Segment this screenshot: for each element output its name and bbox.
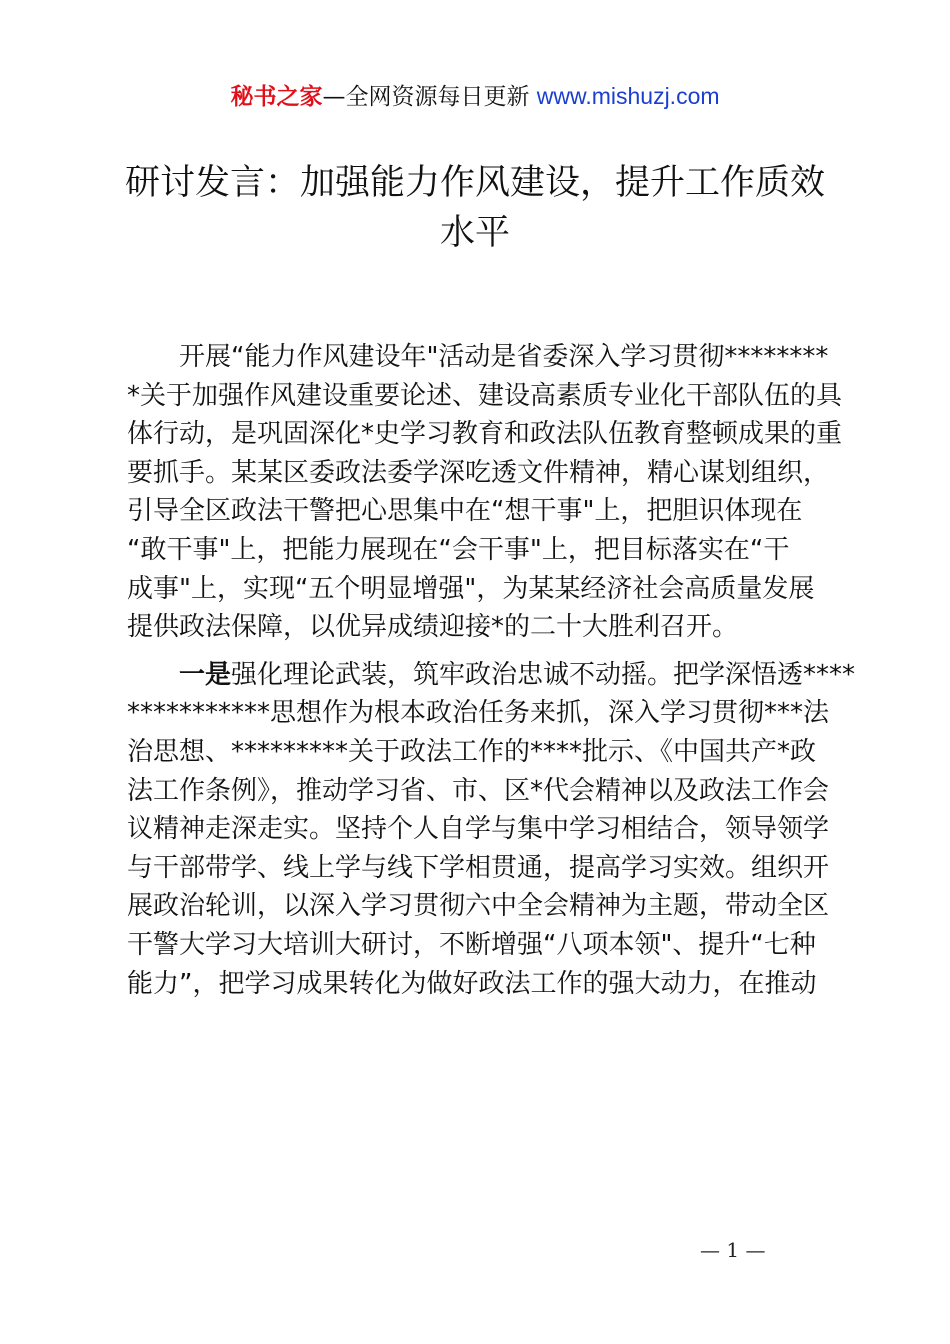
point-text: 强化理论武装，筑牢政治忠诚不动摇。把学深悟透****	[231, 659, 856, 690]
title-line: 研讨发言：加强能力作风建设，提升工作质效	[124, 163, 825, 203]
page-number: — 1 —	[700, 1238, 766, 1262]
point-lead: 一是	[179, 659, 232, 690]
site-header	[0, 80, 950, 113]
text-line: 开展“能力作风建设年"活动是省委深入学习贯彻********	[179, 342, 829, 372]
site-brand: 秘书之家	[230, 84, 323, 110]
document-title	[100, 158, 850, 258]
text-line: “敢干事"上，把能力展现在“会干事"上，把目标落实在“干	[127, 534, 790, 565]
text-line: 法工作条例》，推动学习省、市、区*代会精神以及政法工作会	[127, 775, 830, 806]
text-line: 展政治轮训，以深入学习贯彻六中全会精神为主题，带动全区	[127, 891, 830, 922]
site-url[interactable]: www.mishuzj.com	[536, 83, 720, 109]
paragraph-gap	[127, 647, 837, 656]
text-line: *关于加强作风建设重要论述、建设高素质专业化干部队伍的具	[127, 380, 843, 411]
text-line	[127, 656, 856, 695]
text-line: 干警大学习大培训大研讨，不断增强“八项本领"、提升“七种	[127, 929, 816, 960]
text-line: 体行动，是巩固深化*史学习教育和政法队伍教育整顿成果的重	[127, 419, 843, 450]
text-line: 与干部带学、线上学与线下学相贯通，提高学习实效。组织开	[127, 852, 830, 883]
text-line: 引导全区政法干警把心思集中在“想干事"上，把胆识体现在	[127, 496, 803, 527]
text-line: 议精神走深走实。坚持个人自学与集中学习相结合，领导领学	[127, 814, 830, 845]
site-tagline: —全网资源每日更新	[322, 84, 537, 110]
text-line: 能力”，把学习成果转化为做好政法工作的强大动力，在推动	[127, 968, 817, 999]
title-line: 水平	[439, 213, 510, 253]
text-line: ***********思想作为根本政治任务来抓，深入学习贯彻***法	[127, 698, 830, 729]
document-body	[127, 338, 856, 1003]
paragraph-point-one	[127, 656, 856, 1003]
paragraph-intro	[127, 338, 843, 647]
text-line: 要抓手。某某区委政法委学深吃透文件精神，精心谋划组织，	[127, 457, 830, 488]
text-line: 提供政法保障，以优异成绩迎接*的二十大胜利召开。	[127, 612, 739, 643]
text-line: 治思想、*********关于政法工作的****批示、《中国共产*政	[127, 736, 817, 767]
text-line: 成事"上，实现“五个明显增强"，为某某经济社会高质量发展	[127, 573, 815, 604]
